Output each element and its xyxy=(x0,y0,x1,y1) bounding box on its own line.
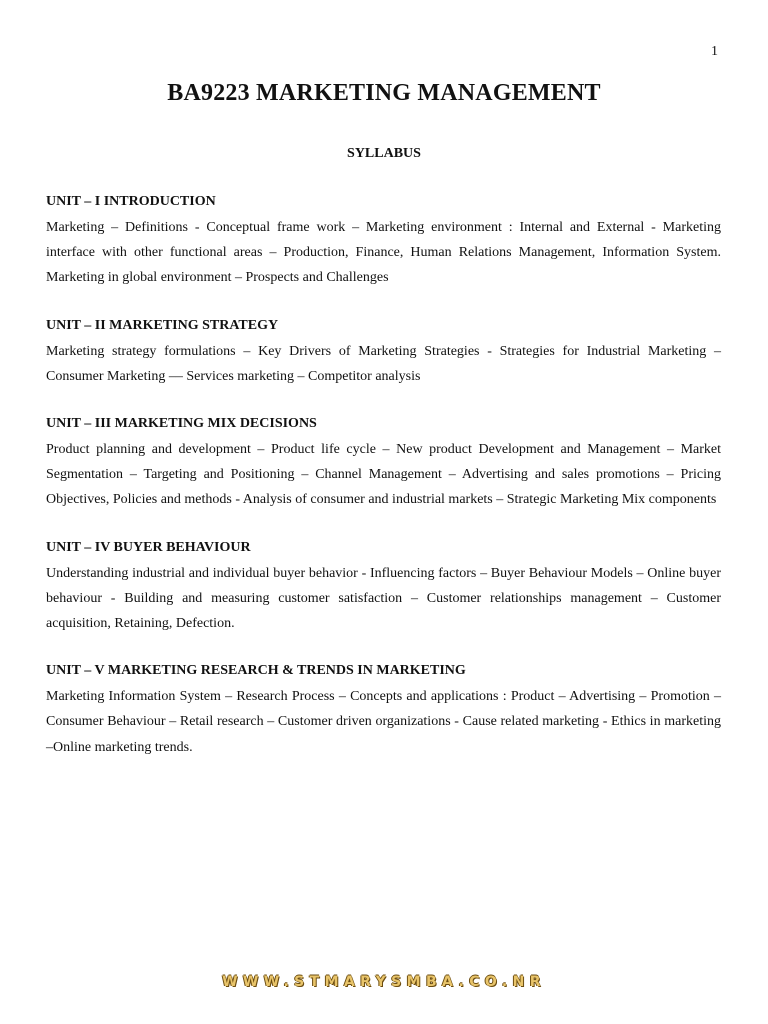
unit-4 xyxy=(46,538,721,637)
unit-body: Marketing strategy formulations – Key Drivers of Marketing Strategies - Strategies for Industrial Marketing – Consumer Marketing –– Services marketing – Competitor analysis xyxy=(46,343,721,384)
document-title: BA9223 MARKETING MANAGEMENT xyxy=(167,80,601,106)
unit-heading: UNIT – II MARKETING STRATEGY xyxy=(46,317,279,333)
unit-body: Marketing Information System – Research Process – Concepts and applications : Product – Advertising – Promotion – Consumer Behaviour – Retail research – Customer driven organizations - Cause related marketing - Ethics in marketing –Online marketing trends. xyxy=(46,689,721,755)
unit-2 xyxy=(46,316,721,389)
unit-body: Understanding industrial and individual buyer behavior - Influencing factors – Buyer Behaviour Models – Online buyer behaviour - Building and measuring customer satisfaction – Customer relationships management – Customer acquisition, Retaining, Defection. xyxy=(46,565,721,632)
footer-website-url: WWW.STMARYSMBA.CO.NR xyxy=(222,974,546,990)
unit-heading: UNIT – V MARKETING RESEARCH & TRENDS IN MARKETING xyxy=(46,663,466,679)
document-subtitle: SYLLABUS xyxy=(347,146,421,161)
page-number: 1 xyxy=(711,44,718,59)
unit-heading: UNIT – IV BUYER BEHAVIOUR xyxy=(46,539,251,555)
unit-3 xyxy=(46,414,721,513)
unit-1 xyxy=(46,192,721,291)
unit-body: Product planning and development – Product life cycle – New product Development and Management – Market Segmentation – Targeting and Positioning – Channel Management – Advertising and sales promotions – Pricing Objectives, Policies and methods - Analysis of consumer and industrial markets – Strategic Marketing Mix components xyxy=(46,442,721,508)
unit-heading: UNIT – III MARKETING MIX DECISIONS xyxy=(46,416,317,432)
unit-body: Marketing – Definitions - Conceptual frame work – Marketing environment : Internal and External - Marketing interface with other functional areas – Production, Finance, Human Relations Management, Information System. Marketing in global environment – Prospects and Challenges xyxy=(46,220,721,286)
unit-heading: UNIT – I INTRODUCTION xyxy=(46,194,216,209)
unit-5 xyxy=(46,661,721,760)
syllabus-units xyxy=(46,192,721,785)
